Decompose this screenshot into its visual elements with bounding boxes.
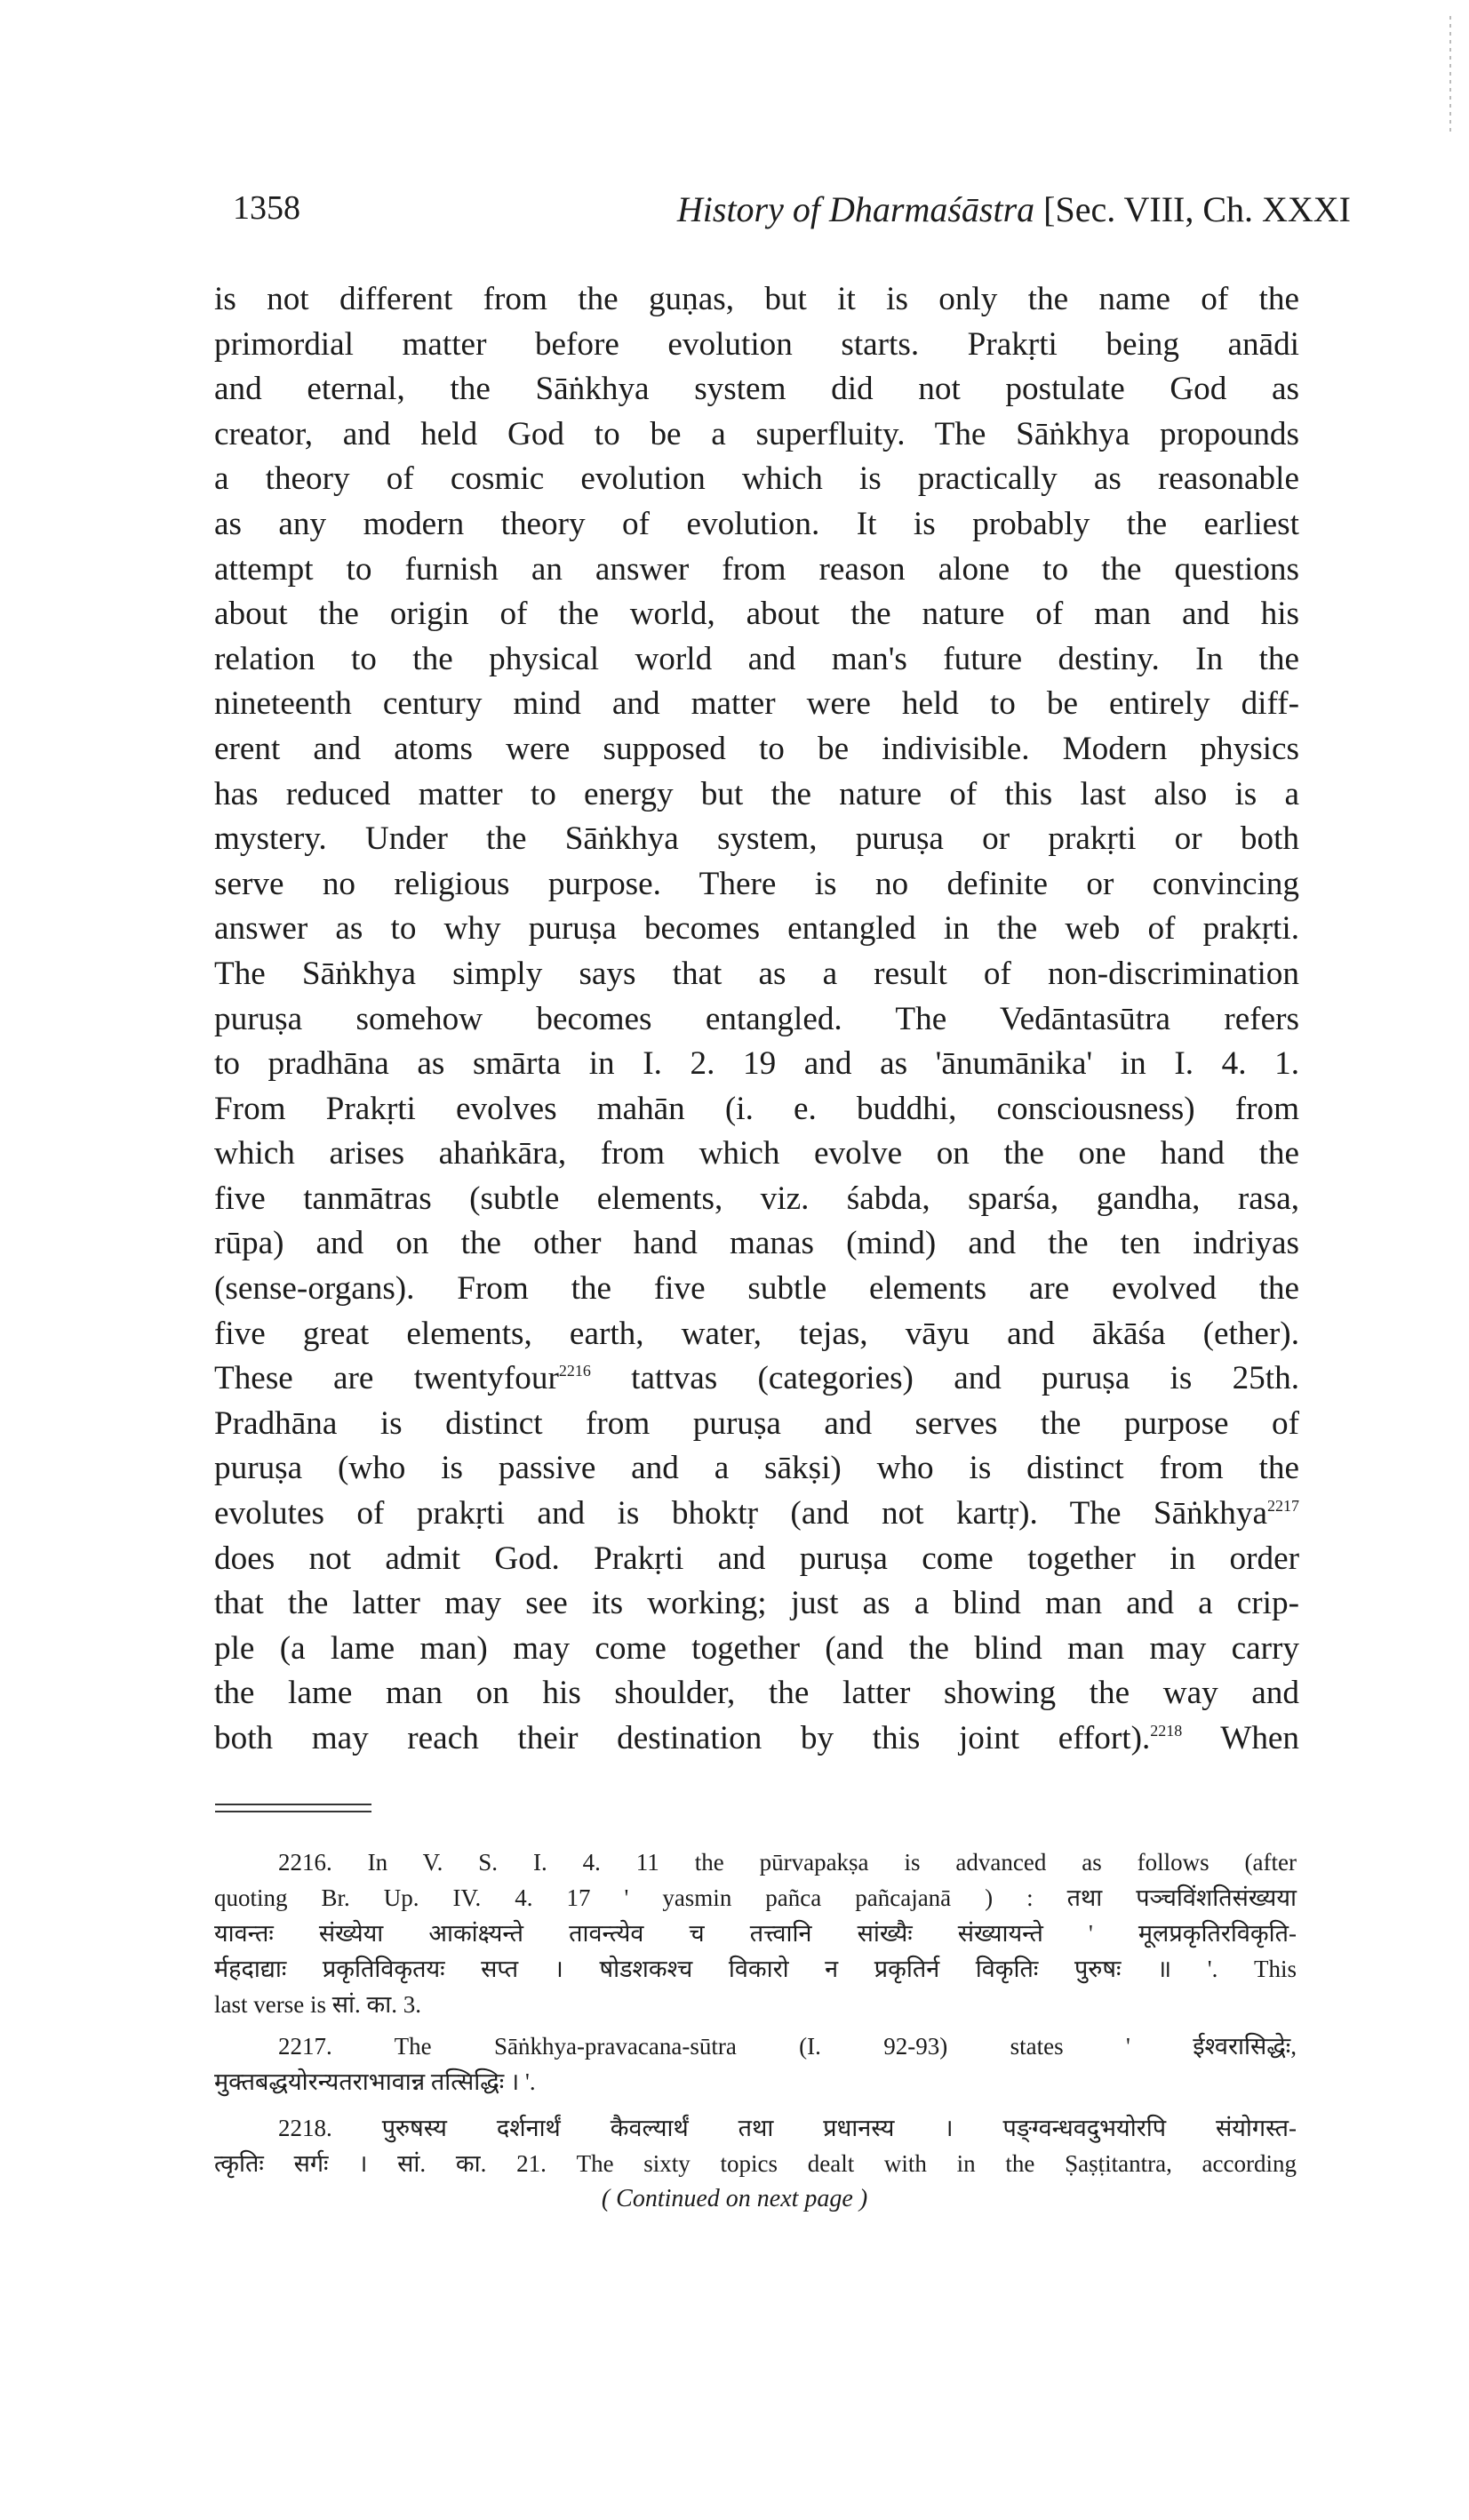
text-line: serve no religious purpose. There is no definite or convincing — [214, 865, 1299, 902]
text-fragment: tattvas (categories) and puruṣa is 25th. — [631, 1360, 1300, 1397]
text-line: which arises ahaṅkāra, from which evolve on the one hand the — [214, 1135, 1299, 1172]
footnote-line: last verse is सां. का. 3. — [214, 1991, 421, 2018]
section-label: [Sec. VIII, Ch. XXXI — [1043, 189, 1351, 229]
text-line: that the latter may see its working; just as a blind man and a crip- — [214, 1585, 1299, 1622]
text-line: The Sāṅkhya simply says that as a result of non-discrimination — [214, 955, 1299, 992]
text-line: the lame man on his shoulder, the latter showing the way and — [214, 1675, 1299, 1712]
text-line: puruṣa somehow becomes entangled. The Vedāntasūtra refers — [214, 1000, 1299, 1037]
footnote-line: र्महदाद्याः प्रकृतिविकृतयः सप्त । षोडशकश्च विकारो न प्रकृतिर्न विकृतिः पुरुषः ॥ '. This — [214, 1956, 1297, 1982]
text-line: attempt to furnish an answer from reason alone to the questions — [214, 550, 1299, 588]
text-fragment: evolutes of prakṛti and is bhoktṛ (and not kartṛ). The Sāṅkhya — [214, 1495, 1267, 1532]
footnote-line: 2217. The Sāṅkhya-pravacana-sūtra (I. 92-93) states ' ईश्वरासिद्धेः, — [278, 2033, 1297, 2060]
text-line: mystery. Under the Sāṅkhya system, puruṣa or prakṛti or both — [214, 820, 1299, 858]
text-line: relation to the physical world and man's future destiny. In the — [214, 640, 1299, 677]
text-fragment: both may reach their destination by this joint effort). — [214, 1720, 1151, 1756]
text-line: to pradhāna as smārta in I. 2. 19 and as 'ānumānika' in I. 4. 1. — [214, 1045, 1299, 1083]
text-line: as any modern theory of evolution. It is probably the earliest — [214, 505, 1299, 542]
text-line: about the origin of the world, about the nature of man and his — [214, 596, 1299, 633]
text-line: erent and atoms were supposed to be indivisible. Modern physics — [214, 730, 1299, 767]
text-line: is not different from the guṇas, but it is only the name of the — [214, 281, 1299, 317]
scan-edge-marks — [1449, 16, 1451, 132]
text-line — [214, 1356, 1299, 1402]
footnote-line: त्कृतिः सर्गः । सां. का. 21. The sixty topics dealt with in the Ṣaṣṭitantra, according — [214, 2150, 1297, 2177]
text-line: ple (a lame man) may come together (and the blind man may carry — [214, 1629, 1299, 1667]
text-line: nineteenth century mind and matter were held to be entirely diff- — [214, 685, 1299, 723]
text-fragment: When — [1220, 1720, 1300, 1756]
text-line — [214, 1716, 1299, 1762]
text-line: does not admit God. Prakṛti and puruṣa come together in order — [214, 1540, 1299, 1577]
text-line — [214, 1492, 1299, 1537]
footnote-ref-2217[interactable]: 2217 — [1267, 1497, 1299, 1516]
main-text — [214, 277, 1299, 1762]
running-title — [677, 188, 1351, 230]
page-header — [233, 188, 1351, 242]
footnote-line: quoting Br. Up. IV. 4. 17 ' yasmin pañca pañcajanā ) : तथा पञ्चविंशतिसंख्यया — [214, 1884, 1297, 1911]
footnote-line: 2216. In V. S. I. 4. 11 the pūrvapakṣa is advanced as follows (after — [278, 1849, 1297, 1876]
text-line: has reduced matter to energy but the nature of this last also is a — [214, 775, 1299, 812]
text-line: primordial matter before evolution starts. Prakṛti being anādi — [214, 325, 1299, 363]
book-title: History of Dharmaśāstra — [676, 189, 1035, 229]
footnote-2218 — [214, 2110, 1297, 2181]
text-line: creator, and held God to be a superfluity. The Sāṅkhya propounds — [214, 415, 1299, 452]
text-line: five great elements, earth, water, tejas, vāyu and ākāśa (ether). — [214, 1315, 1299, 1352]
footnote-divider — [215, 1804, 371, 1805]
text-line: puruṣa (who is passive and a sākṣi) who is distinct from the — [214, 1450, 1299, 1487]
footnote-line: मुक्तबद्धयोरन्यतराभावान्न तत्सिद्धिः । '. — [214, 2068, 536, 2095]
footnote-2216 — [214, 1844, 1297, 2022]
text-line: rūpa) and on the other hand manas (mind) and the ten indriyas — [214, 1225, 1299, 1262]
footnote-ref-2218[interactable]: 2218 — [1150, 1722, 1183, 1740]
text-line: answer as to why puruṣa becomes entangled in the web of prakṛti. — [214, 910, 1299, 948]
text-fragment: These are twentyfour — [214, 1360, 559, 1397]
text-line: five tanmātras (subtle elements, viz. śabda, sparśa, gandha, rasa, — [214, 1180, 1299, 1217]
page-number: 1358 — [233, 189, 300, 227]
text-line: (sense-organs). From the five subtle elements are evolved the — [214, 1270, 1299, 1308]
text-line: Pradhāna is distinct from puruṣa and serves the purpose of — [214, 1404, 1299, 1442]
footnote-line: यावन्तः संख्येया आकांक्ष्यन्ते तावन्त्येव च तत्त्वानि सांख्यैः संख्यायन्ते ' मूलप्रकृतिरविकृति- — [214, 1920, 1297, 1947]
text-line: and eternal, the Sāṅkhya system did not postulate God as — [214, 371, 1299, 408]
footnote-2217 — [214, 2028, 1297, 2100]
continued-note: ( Continued on next page ) — [601, 2185, 868, 2212]
footnote-line: 2218. पुरुषस्य दर्शनार्थं कैवल्यार्थं तथा प्रधानस्य । पङ्ग्वन्धवदुभयोरपि संयोगस्त- — [278, 2115, 1297, 2141]
footnote-ref-2216[interactable]: 2216 — [558, 1362, 591, 1380]
text-line: a theory of cosmic evolution which is practically as reasonable — [214, 460, 1299, 498]
footnote-divider — [215, 1811, 371, 1812]
text-line: From Prakṛti evolves mahān (i. e. buddhi, consciousness) from — [214, 1090, 1299, 1127]
